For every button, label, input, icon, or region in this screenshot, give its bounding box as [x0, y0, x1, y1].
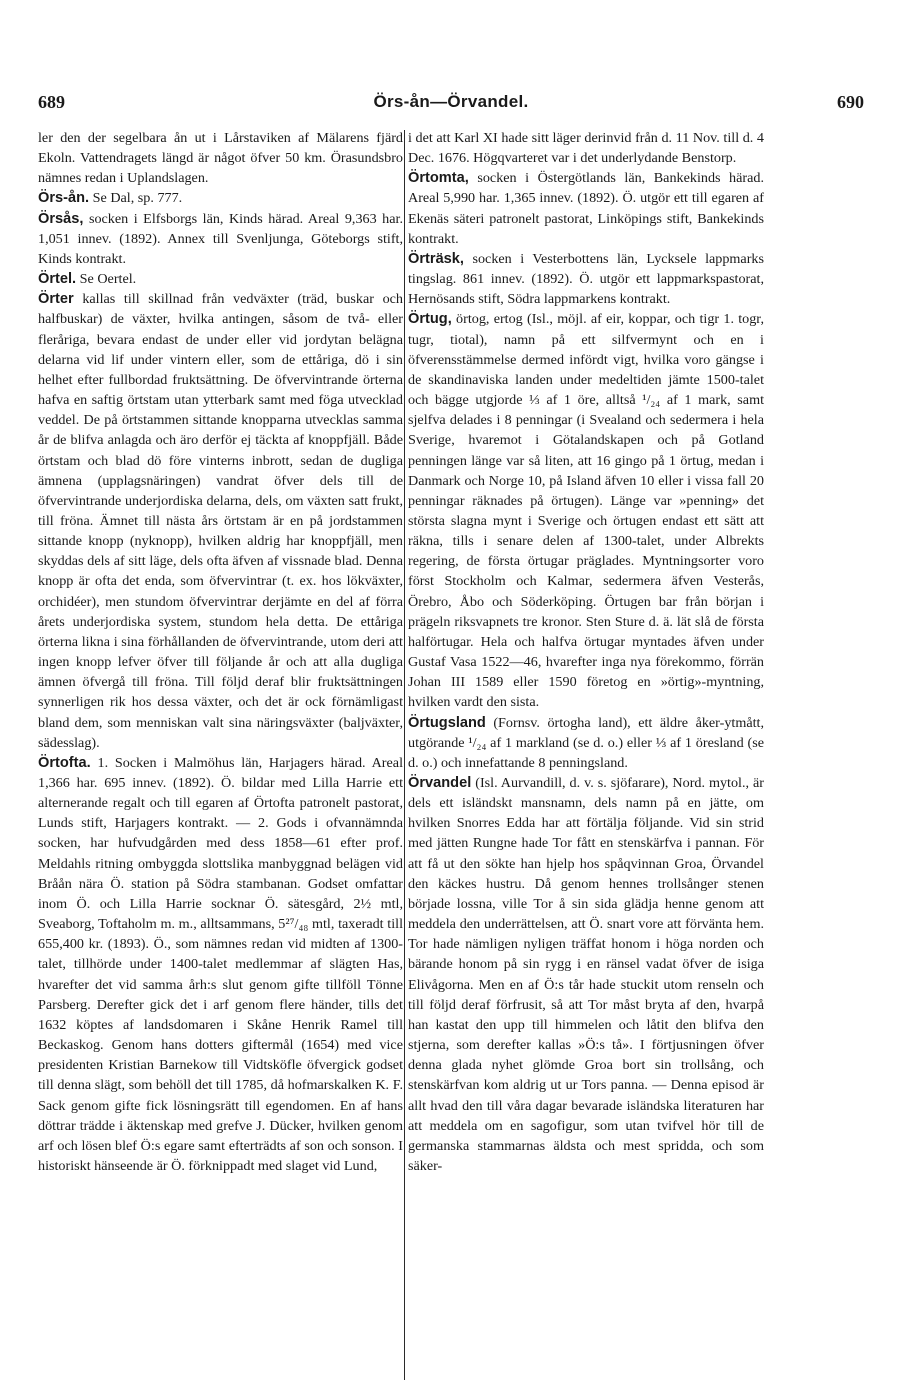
column-divider [404, 130, 405, 1380]
entry-text: i det att Karl XI hade sitt läger derinvid från d. 11 Nov. till d. 4 Dec. 1676. Högqvarteret var i det underlydande Benstorp. [408, 130, 764, 167]
entry-text: socken i Vesterbottens län, Lycksele lappmarks tingslag. 861 innev. (1892). Ö. utgör ett lappmarkspastorat, Hernösands stift, Södra lappmarkens kontrakt. [408, 250, 764, 308]
page-number-right: 690 [837, 92, 864, 112]
entry-headword: Örtug, [408, 311, 452, 328]
entry [38, 289, 403, 753]
entry [408, 773, 764, 1176]
entry-text: örtog, ertog (Isl., möjl. af eir, koppar, och tigr 1. togr, tugr, tiotal), namn på ett silfvermynt och en i öfverensstämmelse dermed infördt vigt, hvilka voro gängse i de skandinaviska landen under medeltiden jämte 1500-talet och bägge utgjorde ⅓ af 1 öre, alltså ¹/₂₄ af 1 mark, samt sjelfva delades i 8 penningar (i Svealand och sedermera i hela Sverige, hvaremot i Götalandskapen och på Gotland penningen länge var så liten, att 16 gingo på 1 örtug, medan i Danmark och Norge 10, på Island äfven 10 eller i vissa fall 20 penningar räknades på örtugen). Länge var »penning» det största slagna mynt i Sverige och örtugen endast ett sätt att räkna, tills i senare delen af 1300-talet, under Albrekts regering, de första örtugar präglades. Myntningsorter voro först Stockholm och Kalmar, sedermera äfven Vesterås, Örebro, Åbo och Söderköping. Örtugen bar från början i prägeln riksvapnets tre kronor. Sten Sture d. ä. lät slå de första halförtugar. Hela och halfva örtugar myntades äfven under Gustaf Vasa 1522—46, hvarefter inga nya förekommo, förrän Johan III 1589 eller 1590 företog en »örtig»-myntning, hvilken vardt den sista. [408, 311, 764, 711]
entry-text: kallas till skillnad från vedväxter (träd, buskar och halfbuskar) de växter, hvilka antingen, såsom de två- eller fleråriga, bevara endast de under eller vid jordytan belägna delarna vid lif under vintern eller, som de ettåriga, dö i sin helhet efter fullbordad fruktsättning. De öfvervintrande örterna hafva en saftig örtstam utan ytterbark samt med föga utvecklad veddel. De på örtstammen sittande knopparna utvecklas samma år de blifva anlagda och äro derför ej täckta af knoppfjäll. Både örtstam och blad dö före vinterns inbrott, sedan de dugliga ämnena (upplagsnäringen) vandrat öfver dels till de öfvervintrande underjordiska delarna, dels, om växten satt frukt, till fröna. Ämnet till nästa års örtstam är en på jordstammen sittande knopp (nyknopp), hvilken aldrig har knoppfjäll, men skyddas dels af sitt läge, dels ofta äfven af vissnade blad. Denna knopp är ofta det enda, som öfvervintrar (t. ex. hos lökväxter, orchidéer), men stundom öfvervintrar derjämte en del af förra årets underjordiska system, stundom hela detta. De ettåriga örterna likna i sina förhållanden de öfvervintrande, utom deri att ingen knopp lefver öfver till följande år och att alla dugliga ämnen öfvergå till fröna. Till följd deraf blir fruktsättningen synnerligen rik hos dessa växter, och det är ock förnämligast bland dem, som menniskan valt sina näringsväxter (baljväxter, sädesslag). [38, 291, 403, 751]
entry-text: Se Oertel. [79, 271, 137, 288]
entry [408, 168, 764, 249]
entry-text: socken i Elfsborgs län, Kinds härad. Areal 9,363 har. 1,051 innev. (1892). Annex till Svenljunga, Göteborgs stift, Kinds kontrakt. [38, 210, 403, 267]
entry-headword: Örvandel [408, 775, 472, 791]
running-title: Örs-ån—Örvandel. [373, 92, 529, 111]
entry-text: (Isl. Aurvandill, d. v. s. sjöfarare), Nord. mytol., är dels ett isländskt mansnamn, dels namn på en jätte, om hvilken Snorres Edda har att förtälja följande. Vid sin strid med jätten Rungne hade Tor fått en stenskärfva i pannan. För att få ut den sökte han hjelp hos spåqvinnan Groa, Örvandel den käckes hustru. Då genom hennes trollsånger stenen började lossna, ville Tor å sin sida glädja henne genom att meddela den underrättelsen, att Ö. snart vore att förvänta hem. Tor hade nämligen nyligen träffat honom i höga norden och bärande honom på sin rygg i en ränsel vadat öfver de isiga Elivågorna. Men en af Ö:s tår hade stuckit utom renseln och till följd deraf förfrusit, så att Tor måst bryta af den, hvarpå han kastat den upp till himmelen och låtit den blifva den stjerna, som derefter kallas »Ö:s tå». I förtjusningen öfver denna glada nyhet glömde Groa bort sin trollsång, och stenskärfvan kom aldrig ut ur Tors panna. — Denna episod är allt hvad den till våra dagar bevarade isländska literaturen har att meddela om en sagofigur, som utan tvifvel hör till de germanska stammarnas äldsta och mest spridda, och som säker- [408, 775, 764, 1174]
entry-headword: Örtofta. [38, 754, 91, 771]
entry-text: 1. Socken i Malmöhus län, Harjagers härad. Areal 1,366 har. 695 innev. (1892). Ö. bildar med Lilla Harrie ett alternerande regalt och till egaren af Örtofta patronelt pastorat, Lunds stift, Harjagers kontrakt. — 2. Gods i ofvannämnda socken, har hufvudgården med dess 1858—61 efter prof. Meldahls ritning ombyggda slottslika manbyggnad belägen vid Bråån nära Ö. station på Södra stambanan. Godset omfattar inom Ö. och Lilla Harrie socknar Ö. sätesgård, 2½ mtl, Sveaborg, Toftaholm m. m., alltsammans, 5²⁷/₄₈ mtl, taxeradt till 655,400 kr. (1893). Ö., som nämnes redan vid midten af 1300-talet, tillhörde under 1400-talet medlemmar af slägten Has, hvarefter det vid samma årh:s slut genom gifte tillföll Tönne Parsberg. Derefter gick det i arf genom flere händer, tills det 1632 köptes af landsdomaren i Skåne Henrik Ramel till Beckaskog. Genom hans dotters giftermål (1654) med vice presidenten Kristian Barnekow till Vidtsköfle öfvergick godset till denna slägt, som behöll det till 1785, då hofmarskalken K. F. Sack genom gifte fick lösningsrätt till egendomen. En af hans döttrar trädde i äktenskap med grefve J. Dücker, hvilken genom arf och lösen blef Ö:s egare samt efterträdts af son och sonson. I historiskt hänseende är Ö. förknippadt med slaget vid Lund, [38, 754, 403, 1174]
entry [38, 753, 403, 1176]
entry-text: Se Dal, sp. 777. [92, 190, 183, 207]
entry-headword: Örs-ån. [38, 190, 90, 207]
right-column [408, 128, 764, 1176]
entry [38, 209, 403, 269]
entry-headword: Örträsk, [408, 250, 464, 267]
entry-headword: Örtomta, [408, 170, 469, 187]
page [38, 90, 864, 1380]
entry-headword: Örsås, [38, 210, 84, 227]
entry [38, 269, 403, 289]
entry-text: (Fornsv. örtogha land), ett äldre åker-ytmått, utgörande ¹/₂₄ af 1 markland (se d. o.) eller ⅓ af 1 öresland (se d. o.) och innefattande 8 penningsland. [408, 714, 764, 771]
entry-headword: Örtugsland [408, 714, 486, 731]
page-header [38, 90, 864, 120]
entry [408, 249, 764, 309]
entry-headword: Örter [38, 291, 74, 308]
entry-text: socken i Östergötlands län, Bankekinds härad. Areal 5,990 har. 1,365 innev. (1892). Ö. utgör ett till egaren af Ekenäs säteri patronelt pastorat, Linköpings stift, Bankekinds kontrakt. [408, 170, 764, 247]
entry [408, 128, 764, 168]
page-number-left: 689 [38, 92, 65, 112]
entry-headword: Örtel. [38, 271, 77, 288]
left-column [38, 128, 403, 1176]
entry [408, 713, 764, 773]
entry [38, 128, 403, 188]
entry [38, 188, 403, 208]
entry-text: ler den der segelbara ån ut i Lårstaviken af Mälarens fjärd Ekoln. Vattendragets längd är något öfver 50 km. Örasundsbro nämnes redan i Uplandslagen. [38, 130, 403, 187]
entry [408, 309, 764, 712]
